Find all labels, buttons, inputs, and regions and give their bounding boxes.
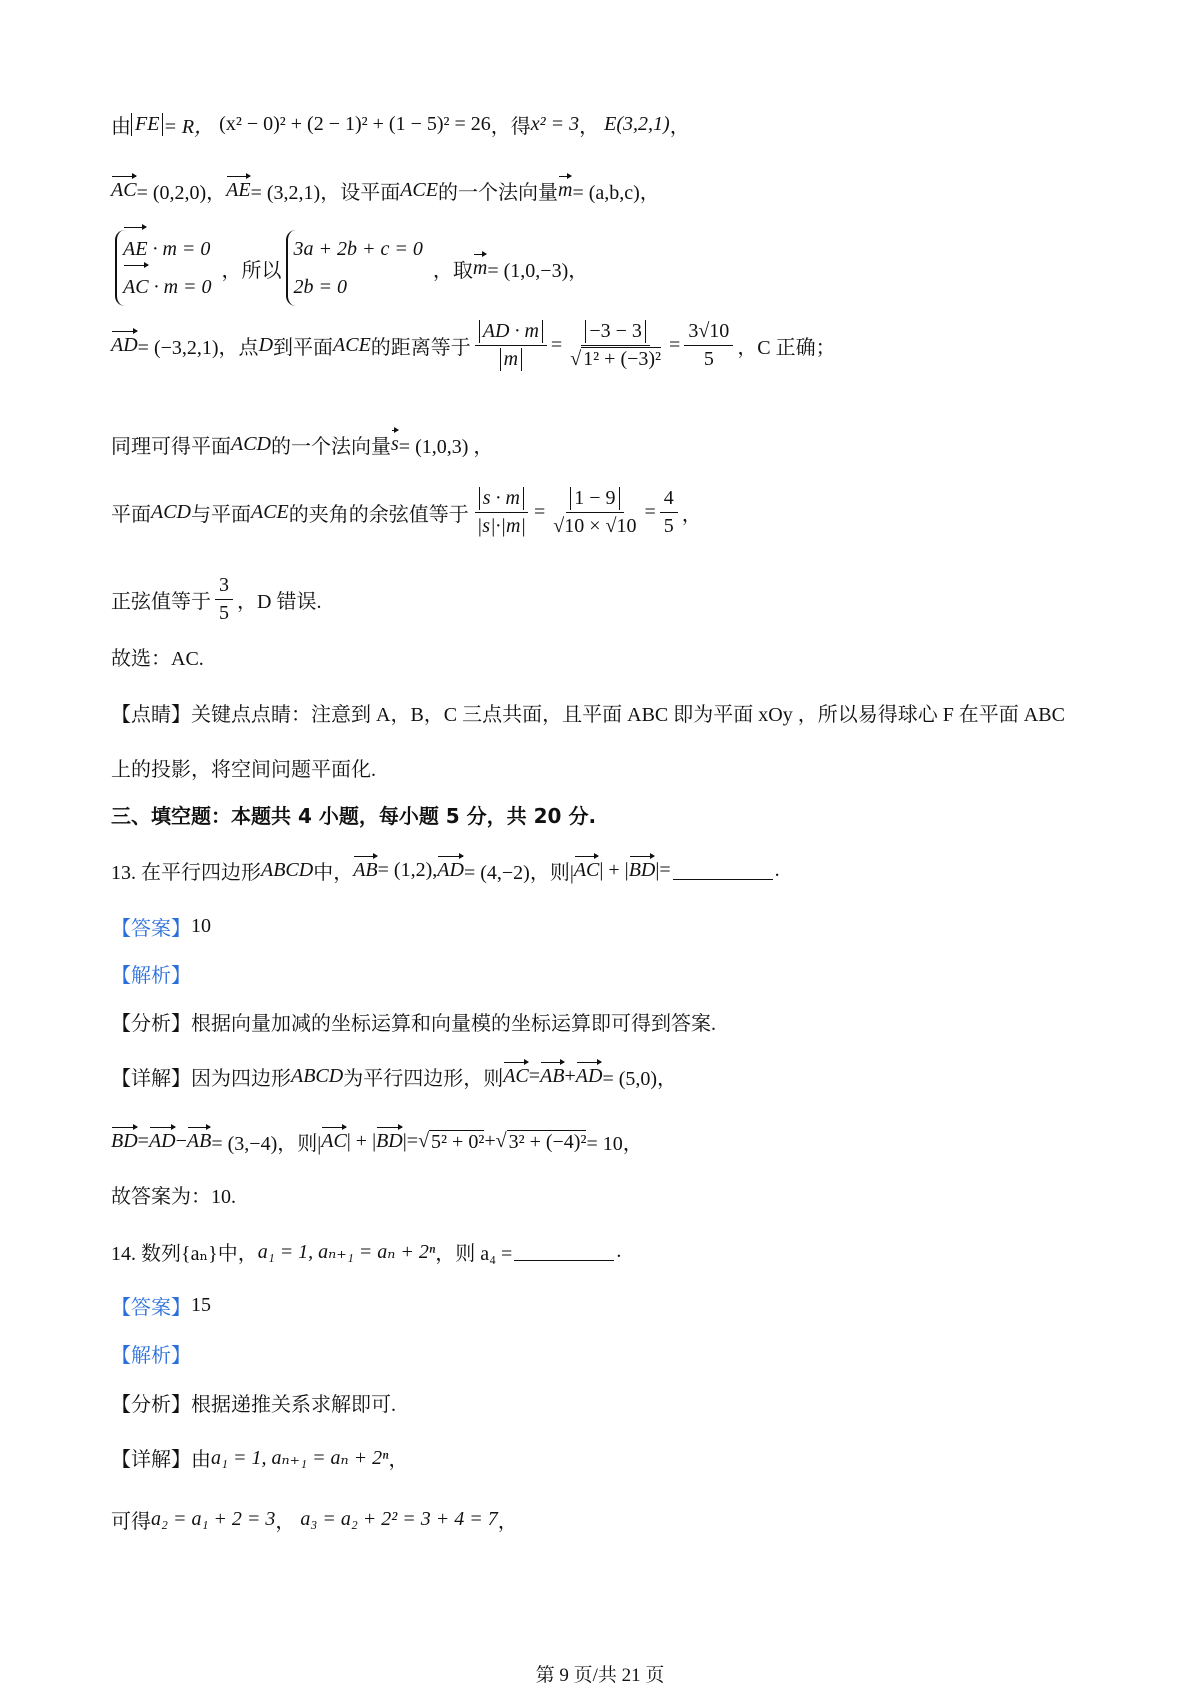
vector: AE xyxy=(226,179,251,201)
vector: AD xyxy=(148,1130,176,1152)
text: | + | xyxy=(599,859,629,881)
math: · m = 0 xyxy=(148,276,212,298)
vector: AC xyxy=(573,859,600,881)
text: = xyxy=(528,1065,541,1087)
math: x² = 3 xyxy=(530,113,580,135)
text: 的一个法向量 xyxy=(438,182,558,204)
text: = (1,0,−3)， xyxy=(487,259,589,282)
line-system xyxy=(111,230,588,306)
text: 13. 在平行四边形 xyxy=(111,862,261,884)
text: 14. 数列{aₙ}中， xyxy=(111,1243,258,1265)
line-distance xyxy=(111,318,836,373)
math: −3 − 3 xyxy=(585,320,646,343)
analysis-text: 【分析】根据向量加减的坐标运算和向量模的坐标运算即可得到答案. xyxy=(111,1013,716,1035)
text: 中， xyxy=(313,862,354,884)
line-fe-radius xyxy=(111,110,690,139)
vector: AB xyxy=(353,859,378,881)
math: ACE xyxy=(400,179,438,201)
text: ， xyxy=(275,1511,296,1533)
math: s · m xyxy=(479,487,524,510)
math: · m = 0 xyxy=(147,238,211,260)
question-13 xyxy=(111,856,780,885)
vector: AC xyxy=(321,1130,347,1152)
math: 5 xyxy=(663,515,674,537)
math: FE xyxy=(131,113,163,136)
final-answer-13: 故答案为：10. xyxy=(111,1186,236,1208)
math: 3√10 xyxy=(684,318,733,346)
vector: BD xyxy=(111,1130,138,1152)
text: 同理可得平面 xyxy=(111,436,231,458)
math: ACE xyxy=(333,334,371,356)
answer-tag: 【答案】 xyxy=(111,1297,191,1319)
vector: BD xyxy=(628,859,656,881)
line-vectors xyxy=(111,176,660,205)
detail-13-cont: BD = AD − AB = (3,−4)，则| AC | + | BD |= √ 5² + 0² + √ 3² + (−4)² = 10， xyxy=(111,1127,643,1156)
text: ，得 xyxy=(490,116,531,138)
fraction xyxy=(215,572,233,627)
text: ， xyxy=(497,1511,518,1533)
question-14 xyxy=(111,1237,621,1266)
math: D xyxy=(258,334,274,356)
page-footer: 第 9 页/共 21 页 xyxy=(535,1665,665,1686)
vector: BD xyxy=(376,1130,403,1152)
vector: AD xyxy=(575,1065,603,1087)
text: = 10， xyxy=(586,1133,643,1155)
math: 1² + (−3)² xyxy=(583,348,662,370)
vector: AC xyxy=(111,179,137,201)
math: 5 xyxy=(219,602,229,624)
text: . xyxy=(616,1240,622,1262)
line-cosine xyxy=(111,485,702,540)
answer-choice: 故选：AC. xyxy=(111,648,204,670)
vector: AB xyxy=(540,1065,565,1087)
text: = xyxy=(534,501,546,523)
text: = xyxy=(644,501,656,523)
answer-blank xyxy=(673,861,773,880)
vector: m xyxy=(472,256,488,279)
math: 4 xyxy=(660,485,678,513)
analysis-tag: 【解析】 xyxy=(111,1345,191,1367)
fraction xyxy=(475,318,547,373)
text: − xyxy=(175,1130,187,1152)
text: ， xyxy=(669,116,690,138)
text: = xyxy=(669,334,681,356)
fraction xyxy=(684,318,733,373)
text: 与平面 xyxy=(191,504,251,526)
text: = xyxy=(550,334,563,356)
fraction xyxy=(473,485,530,540)
math: 3a + 2b + c = 0 xyxy=(293,238,423,260)
vector: AC xyxy=(503,1065,529,1087)
text: 可得 xyxy=(111,1511,151,1533)
vector: AB xyxy=(186,1130,212,1152)
answer-blank xyxy=(514,1242,614,1261)
text: ，D 错误. xyxy=(237,591,322,613)
text: ，C 正确； xyxy=(737,337,836,359)
text: = (1,0,3) ， xyxy=(398,436,494,458)
math: a₃ = a₂ + 2² = 3 + 4 = 7 xyxy=(300,1508,498,1530)
answer-value: 15 xyxy=(191,1294,211,1316)
answer-value: 10 xyxy=(191,915,211,937)
text: |= xyxy=(402,1130,419,1152)
vector: AE xyxy=(123,230,147,268)
math: 2b = 0 xyxy=(293,276,348,298)
text: = (3,2,1)，设平面 xyxy=(250,182,401,204)
math: 5² + 0² xyxy=(431,1130,485,1153)
text: = xyxy=(137,1130,149,1152)
text: = (0,2,0)， xyxy=(136,182,227,204)
section-heading: 三、填空题：本题共 4 小题，每小题 5 分，共 20 分. xyxy=(111,804,597,828)
vector: AD xyxy=(111,334,138,356)
line-normal-s xyxy=(111,430,493,459)
text: 【详解】由 xyxy=(111,1449,211,1471)
math: E(3,2,1) xyxy=(604,113,670,135)
text: 到平面 xyxy=(273,337,334,359)
text: |= xyxy=(655,859,671,881)
text: = (3,−4)，则| xyxy=(211,1133,322,1155)
math: a₂ = a₁ + 2 = 3 xyxy=(151,1508,276,1530)
text: = (5,0)， xyxy=(602,1068,678,1090)
text: 【详解】因为四边形 xyxy=(111,1068,291,1090)
analysis-tag: 【解析】 xyxy=(111,965,191,987)
key-point-cont: 上的投影，将空间问题平面化. xyxy=(111,759,376,781)
text: 的夹角的余弦值等于 xyxy=(288,504,469,526)
text: = (a,b,c)， xyxy=(572,182,660,204)
text: ， xyxy=(579,116,600,138)
math: (x² − 0)² + (2 − 1)² + (1 − 5)² = 26 xyxy=(219,113,491,135)
text: ，取 xyxy=(432,259,473,282)
key-point: 【点睛】关键点点睛：注意到 A，B，C 三点共面，且平面 ABC 即为平面 xOy ，所以易得球心 F 在平面 ABC xyxy=(111,704,1065,726)
detail-13 xyxy=(111,1062,677,1091)
text: 为平行四边形，则 xyxy=(343,1068,504,1090)
math: m xyxy=(500,348,522,371)
fraction xyxy=(549,485,640,540)
text: 的一个法向量 xyxy=(271,436,391,458)
detail-14-cont xyxy=(111,1505,518,1534)
detail-14 xyxy=(111,1443,408,1472)
math: ABCD xyxy=(261,859,314,881)
math: 5 xyxy=(703,348,714,370)
text: = (4,−2)，则| xyxy=(463,862,574,884)
text: 平面 xyxy=(111,504,151,526)
vector: s xyxy=(391,433,399,455)
text: + xyxy=(484,1130,496,1152)
math: √10 × √10 xyxy=(553,515,637,537)
text: ，则 a₄ = xyxy=(435,1243,513,1265)
text: ， xyxy=(681,504,702,526)
text: = (−3,2,1)，点 xyxy=(137,337,259,359)
text: 正弦值等于 xyxy=(111,591,211,613)
answer-13 xyxy=(111,912,211,941)
text: | + | xyxy=(346,1130,377,1152)
equation-system xyxy=(286,230,429,306)
answer-tag: 【答案】 xyxy=(111,918,191,940)
math: 3² + (−4)² xyxy=(508,1130,587,1153)
equation-system xyxy=(115,230,218,306)
math: 1 − 9 xyxy=(570,487,619,510)
math: |s|·|m| xyxy=(476,515,526,537)
analysis-text: 【分析】根据递推关系求解即可. xyxy=(111,1394,396,1416)
vector: m xyxy=(558,179,573,201)
text: ， xyxy=(388,1449,409,1471)
math: = R， xyxy=(163,116,215,138)
math: ACE xyxy=(251,501,289,523)
line-sine xyxy=(111,572,321,627)
math: ACD xyxy=(151,501,191,523)
math: a₁ = 1, aₙ₊₁ = aₙ + 2ⁿ xyxy=(257,1241,436,1263)
vector: AC xyxy=(123,268,149,306)
text: . xyxy=(774,859,780,881)
text: + xyxy=(564,1065,576,1087)
math: ACD xyxy=(231,433,271,455)
fraction xyxy=(660,485,678,540)
text: 的距离等于 xyxy=(370,337,471,359)
vector: AD xyxy=(437,859,464,881)
math: ABCD xyxy=(291,1065,344,1087)
math: 3 xyxy=(215,572,233,600)
fraction: $\frac{-3 - 3}{\text{√ 1² + (−3)²}}$ xyxy=(570,320,662,370)
text: = (1,2), xyxy=(377,859,438,881)
math: a₁ = 1, aₙ₊₁ = aₙ + 2ⁿ xyxy=(211,1447,389,1469)
text: ，所以 xyxy=(221,259,282,282)
text: 由 xyxy=(111,116,131,138)
answer-14 xyxy=(111,1291,211,1320)
math: AD · m xyxy=(479,320,543,343)
